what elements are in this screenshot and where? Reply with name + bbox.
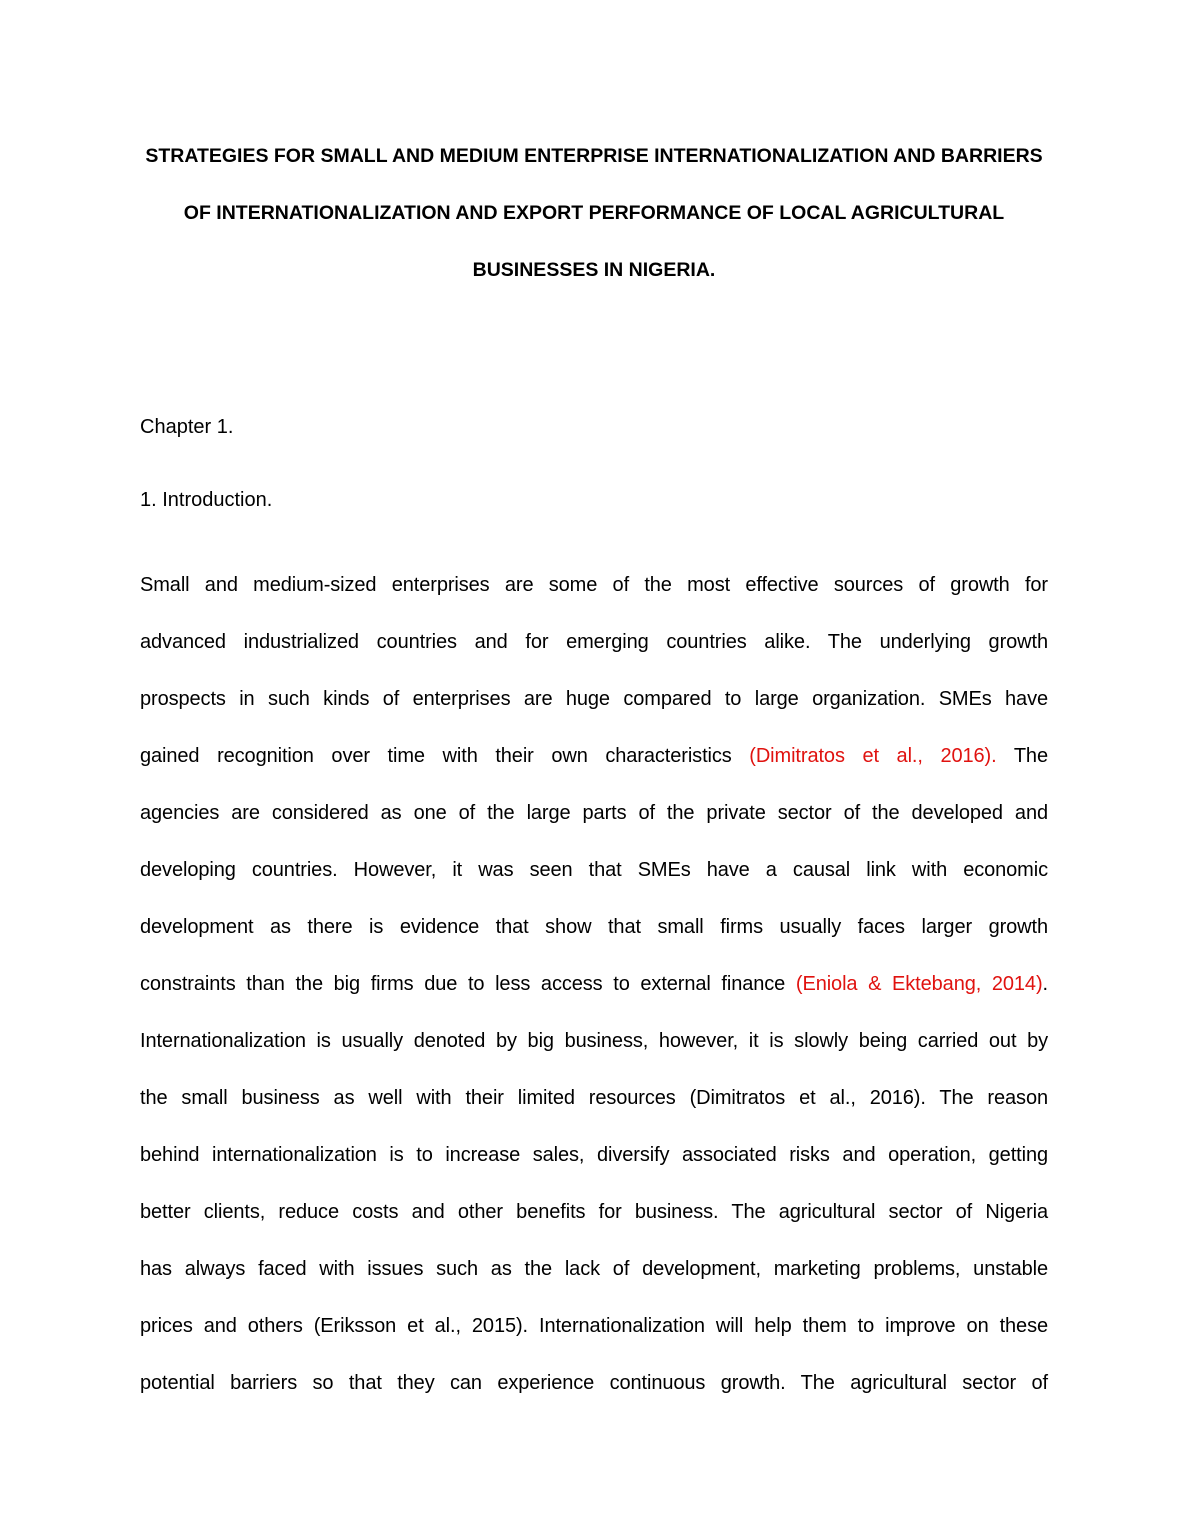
line-text: .	[1042, 973, 1048, 995]
paragraph-line: prices and others (Eriksson et al., 2015). Internationalization will help them to improve on these	[140, 1315, 1048, 1337]
document-title	[140, 128, 1048, 299]
paragraph-line: developing countries. However, it was seen that SMEs have a causal link with economic	[140, 859, 1048, 881]
paragraph-line: agencies are considered as one of the large parts of the private sector of the developed and	[140, 802, 1048, 824]
paragraph-line: Internationalization is usually denoted by big business, however, it is slowly being carried out by	[140, 1030, 1048, 1052]
paragraph-line: advanced industrialized countries and for emerging countries alike. The underlying growth	[140, 631, 1048, 653]
paragraph-line: Small and medium-sized enterprises are some of the most effective sources of growth for	[140, 574, 1048, 596]
title-line: OF INTERNATIONALIZATION AND EXPORT PERFORMANCE OF LOCAL AGRICULTURAL	[183, 202, 1005, 224]
paragraph-line: behind internationalization is to increase sales, diversify associated risks and operation, getting	[140, 1144, 1048, 1166]
paragraph-line	[140, 956, 1048, 1013]
citation-dimitratos-2016: (Dimitratos et al., 2016).	[749, 745, 997, 767]
paragraph-line: prospects in such kinds of enterprises are huge compared to large organization. SMEs have	[140, 688, 1048, 710]
body-paragraph	[140, 557, 1048, 1412]
chapter-heading: Chapter 1.	[140, 416, 234, 438]
paragraph-line: has always faced with issues such as the lack of development, marketing problems, unstable	[140, 1258, 1048, 1280]
line-text: constraints than the big firms due to less access to external finance	[140, 973, 796, 995]
paragraph-line: better clients, reduce costs and other benefits for business. The agricultural sector of Nigeria	[140, 1201, 1048, 1223]
line-text: The	[996, 745, 1048, 767]
paragraph-line	[140, 728, 1048, 785]
line-text: gained recognition over time with their own characteristics	[140, 745, 750, 767]
paragraph-line: the small business as well with their limited resources (Dimitratos et al., 2016). The reason	[140, 1087, 1048, 1109]
paragraph-line: potential barriers so that they can experience continuous growth. The agricultural sector of	[140, 1372, 1048, 1394]
paragraph-line: development as there is evidence that show that small firms usually faces larger growth	[140, 916, 1048, 938]
title-line: BUSINESSES IN NIGERIA.	[472, 259, 716, 281]
citation-eniola-2014: (Eniola & Ektebang, 2014)	[795, 973, 1043, 995]
section-heading: 1. Introduction.	[140, 489, 273, 511]
title-line: STRATEGIES FOR SMALL AND MEDIUM ENTERPRISE INTERNATIONALIZATION AND BARRIERS	[145, 145, 1043, 167]
document-page	[140, 128, 1048, 1412]
